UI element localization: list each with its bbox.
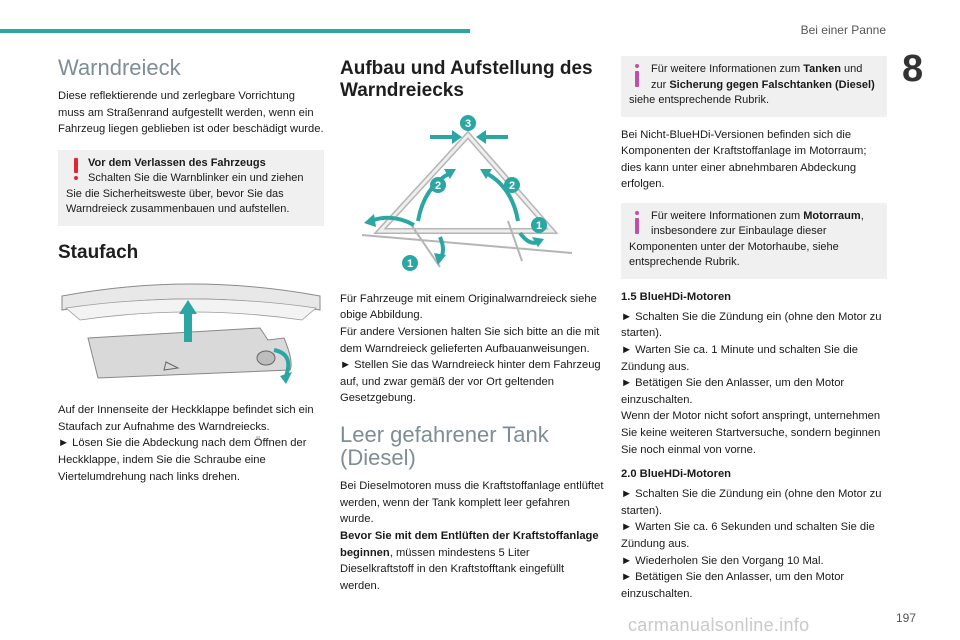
heading-warndreieck: Warndreieck xyxy=(58,55,181,80)
step-15-retry-note: Wenn der Motor nicht sofort anspringt, unternehmen Sie keine weiteren Startversuche, sondern beginnen Sie noch einmal von vorne. xyxy=(621,410,881,456)
tailgate-storage-illustration xyxy=(58,274,324,392)
info1-bold-refuelling: Tanken xyxy=(803,63,841,75)
paragraph-non-bluehdi: Bei Nicht-BlueHDi-Versionen befinden sich die Komponenten der Kraftstoffanlage im Motorraum; dies kann unter einer abnehmbaren Abdeckung erfolgen. xyxy=(621,128,867,191)
paragraph-intro: Diese reflektierende und zerlegbare Vorrichtung muss am Straßenrand aufgestellt werden, wenn ein Fahrzeug liegen geblieben ist oder beschädigt wurde. xyxy=(58,90,324,136)
diagram-label-3: 3 xyxy=(464,117,472,130)
column-2 xyxy=(340,52,606,594)
heading-staufach: Staufach xyxy=(58,241,139,263)
step-15-starter: ► Betätigen Sie den Anlasser, um den Motor einzuschalten. xyxy=(621,377,845,406)
warning-box xyxy=(58,150,324,226)
header-accent-bar xyxy=(0,29,470,33)
info1-text-e: siehe entsprechende Rubrik. xyxy=(629,94,770,106)
warning-text: Schalten Sie die Warnblinker ein und ziehen Sie die Sicherheitsweste über, bevor Sie das Warndreieck zusammenbauen und aufstellen. xyxy=(66,172,304,216)
subheading-20-bluehdi: 2.0 BlueHDi-Motoren xyxy=(621,468,732,481)
step-open-cover: ► Lösen Sie die Abdeckung nach dem Öffnen der Heckklappe, indem Sie die Schraube eine Viertelumdrehung nach links drehen. xyxy=(58,437,307,483)
tank-bleed-rest: , müssen mindestens 5 Liter Dieselkraftstoff in den Kraftstofftank eingefüllt werden. xyxy=(340,546,565,592)
info-icon xyxy=(629,209,651,239)
triangle-assembly-diagram xyxy=(340,113,606,283)
diagram-label-1-left: 1 xyxy=(406,257,414,270)
info1-bold-misfuel: Sicherung gegen Falschtanken (Diesel) xyxy=(669,78,875,91)
info1-text-c: und zur xyxy=(651,63,863,91)
heading-aufbau: Aufbau und Aufstellung des Warndreiecks xyxy=(340,58,593,102)
step-20-starter: ► Betätigen Sie den Anlasser, um den Motor einzuschalten. xyxy=(621,571,845,600)
paragraph-tank: Bei Dieselmotoren muss die Kraftstoffanlage entlüftet werden, wenn der Tank komplett leer gefahren wurde. xyxy=(340,480,604,526)
info-box-engine-compartment xyxy=(621,203,887,279)
paragraph-other-versions: Für andere Versionen halten Sie sich bitte an die mit dem Warndreieck gelieferten Aufbauanweisungen. xyxy=(340,326,600,355)
diagram-label-2-left: 2 xyxy=(434,179,442,192)
running-header: Bei einer Panne xyxy=(800,23,886,37)
info1-text-a: Für weitere Informationen zum xyxy=(651,63,804,75)
step-15-ignition-on: ► Schalten Sie die Zündung ein (ohne den Motor zu starten). xyxy=(621,310,882,340)
warning-title: Vor dem Verlassen des Fahrzeugs xyxy=(88,156,266,169)
watermark: carmanualsonline.info xyxy=(628,615,810,635)
step-20-ignition-on: ► Schalten Sie die Zündung ein (ohne den Motor zu starten). xyxy=(621,488,882,517)
warning-icon xyxy=(66,156,88,186)
info-icon xyxy=(629,62,651,92)
step-20-wait: ► Warten Sie ca. 6 Sekunden und schalten Sie die Zündung aus. xyxy=(621,521,875,550)
diagram-label-1-right: 1 xyxy=(535,219,543,232)
chapter-number: 8 xyxy=(902,48,924,90)
step-15-wait: ► Warten Sie ca. 1 Minute und schalten Sie die Zündung aus. xyxy=(621,344,859,373)
heading-empty-tank: Leer gefahrener Tank (Diesel) xyxy=(340,421,549,471)
info2-bold-engine: Motorraum xyxy=(803,209,861,222)
info2-text-a: Für weitere Informationen zum xyxy=(651,209,804,222)
column-1 xyxy=(58,52,324,485)
diagram-label-2-right: 2 xyxy=(508,179,516,192)
paragraph-original-triangle: Für Fahrzeuge mit einem Originalwarndreieck siehe obige Abbildung. xyxy=(340,292,597,322)
info-box-refuelling xyxy=(621,56,887,117)
step-place-triangle: ► Stellen Sie das Warndreieck hinter dem Fahrzeug auf, und zwar gemäß der vor Ort geltenden Gesetzgebung. xyxy=(340,359,601,405)
paragraph-tank-bleed xyxy=(340,528,606,594)
subheading-15-bluehdi: 1.5 BlueHDi-Motoren xyxy=(621,290,732,303)
paragraph-staufach: Auf der Innenseite der Heckklappe befindet sich ein Staufach zur Aufnahme des Warndreiecks. xyxy=(58,404,314,433)
page-number: 197 xyxy=(895,611,916,625)
info2-text-c: , insbesondere zur Einbaulage dieser Komponenten unter der Motorhaube, siehe entsprechende Rubrik. xyxy=(629,209,864,269)
step-20-repeat: ► Wiederholen Sie den Vorgang 10 Mal. xyxy=(621,554,824,567)
column-3 xyxy=(621,56,887,602)
tank-bleed-bold: Bevor Sie mit dem Entlüften der Kraftstoffanlage beginnen xyxy=(340,529,599,559)
